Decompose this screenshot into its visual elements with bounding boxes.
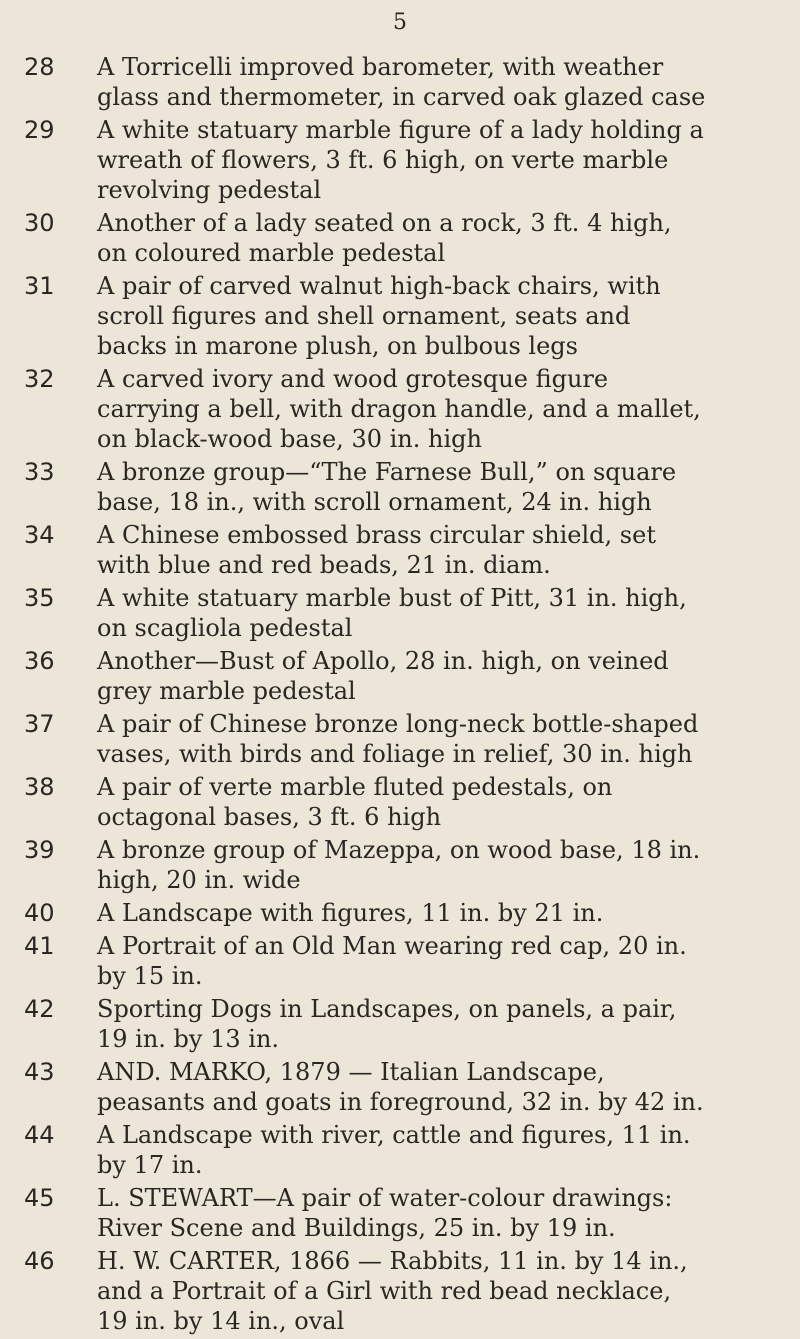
lot-description: A bronze group of Mazeppa, on wood base, 18 in. high, 20 in. wide [97, 836, 701, 894]
lot-description: A pair of carved walnut high-back chairs, with scroll figures and shell ornament, seats and backs in marone plush, on bulbous legs [97, 272, 661, 360]
lot-number: 31 [24, 272, 55, 300]
lot-entry [0, 1246, 800, 1336]
lot-number: 33 [24, 458, 55, 486]
lot-entry [0, 898, 800, 928]
lot-number: 37 [24, 710, 55, 738]
lot-number: 32 [24, 365, 55, 393]
lot-number: 28 [24, 53, 55, 81]
lot-number: 30 [24, 209, 55, 237]
lot-number: 43 [24, 1058, 55, 1086]
lot-entry [0, 994, 800, 1054]
lot-description: A Landscape with figures, 11 in. by 21 in. [97, 899, 604, 927]
lot-entry [0, 520, 800, 580]
lot-description: Another of a lady seated on a rock, 3 ft. 4 high, on coloured marble pedestal [97, 209, 672, 267]
catalogue-list [0, 52, 800, 1339]
lot-description: A white statuary marble bust of Pitt, 31 in. high, on scagliola pedestal [97, 584, 687, 642]
lot-entry [0, 364, 800, 454]
lot-entry [0, 208, 800, 268]
lot-entry [0, 646, 800, 706]
lot-description: A Landscape with river, cattle and figures, 11 in. by 17 in. [97, 1121, 691, 1179]
lot-number: 40 [24, 899, 55, 927]
lot-entry [0, 271, 800, 361]
lot-description: A bronze group—“The Farnese Bull,” on square base, 18 in., with scroll ornament, 24 in. high [97, 458, 677, 516]
lot-entry [0, 52, 800, 112]
lot-entry [0, 931, 800, 991]
lot-entry [0, 457, 800, 517]
lot-entry [0, 835, 800, 895]
lot-entry [0, 115, 800, 205]
lot-description: A Torricelli improved barometer, with weather glass and thermometer, in carved oak glazed case [97, 53, 706, 111]
lot-description: Sporting Dogs in Landscapes, on panels, a pair, 19 in. by 13 in. [97, 995, 677, 1053]
page-number: 5 [393, 10, 407, 35]
lot-number: 45 [24, 1184, 55, 1212]
lot-description: A white statuary marble figure of a lady holding a wreath of flowers, 3 ft. 6 high, on verte marble revolving pedestal [97, 116, 704, 204]
lot-entry [0, 583, 800, 643]
lot-entry [0, 1183, 800, 1243]
lot-description: H. W. CARTER, 1866 — Rabbits, 11 in. by 14 in., and a Portrait of a Girl with red bead necklace, 19 in. by 14 in., oval [97, 1247, 688, 1335]
lot-entry [0, 772, 800, 832]
lot-number: 29 [24, 116, 55, 144]
lot-description: A Chinese embossed brass circular shield, set with blue and red beads, 21 in. diam. [97, 521, 656, 579]
lot-description: L. STEWART—A pair of water-colour drawings: River Scene and Buildings, 25 in. by 19 in. [97, 1184, 673, 1242]
lot-description: A Portrait of an Old Man wearing red cap, 20 in. by 15 in. [97, 932, 687, 990]
lot-description: Another—Bust of Apollo, 28 in. high, on veined grey marble pedestal [97, 647, 669, 705]
lot-description: AND. MARKO, 1879 — Italian Landscape, peasants and goats in foreground, 32 in. by 42 in. [97, 1058, 704, 1116]
lot-number: 36 [24, 647, 55, 675]
lot-number: 44 [24, 1121, 55, 1149]
lot-number: 42 [24, 995, 55, 1023]
lot-description: A pair of verte marble fluted pedestals, on octagonal bases, 3 ft. 6 high [97, 773, 613, 831]
lot-description: A pair of Chinese bronze long-neck bottle-shaped vases, with birds and foliage in relief, 30 in. high [97, 710, 699, 768]
lot-number: 35 [24, 584, 55, 612]
lot-entry [0, 1057, 800, 1117]
lot-number: 46 [24, 1247, 55, 1275]
lot-description: A carved ivory and wood grotesque figure carrying a bell, with dragon handle, and a mallet, on black-wood base, 30 in. high [97, 365, 701, 453]
lot-number: 38 [24, 773, 55, 801]
lot-number: 39 [24, 836, 55, 864]
lot-entry [0, 1120, 800, 1180]
lot-number: 34 [24, 521, 55, 549]
lot-number: 41 [24, 932, 55, 960]
lot-entry [0, 709, 800, 769]
